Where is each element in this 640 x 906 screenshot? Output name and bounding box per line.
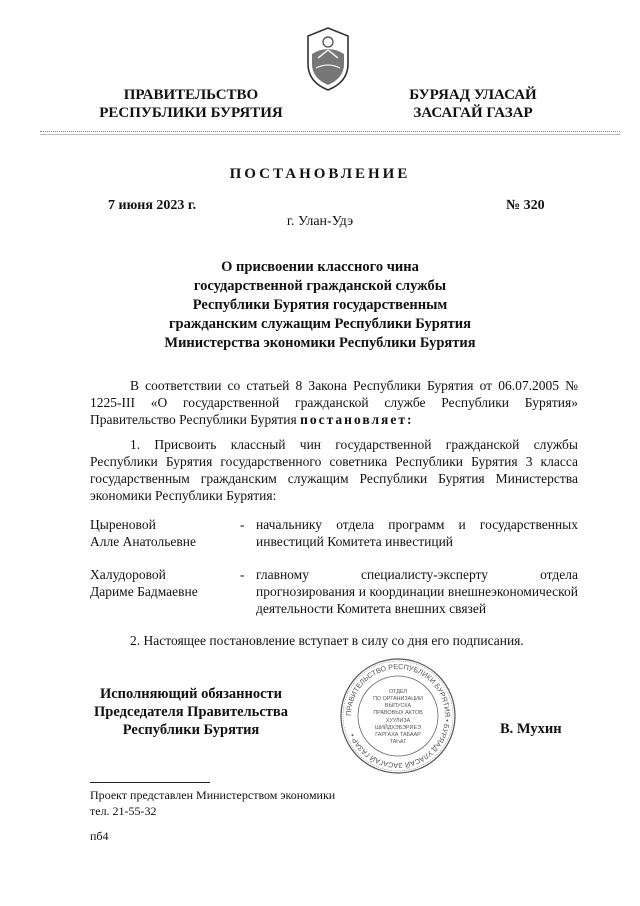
doc-number: № 320 bbox=[506, 198, 545, 213]
title-line: государственной гражданской службы bbox=[193, 278, 447, 294]
org-name-ru-line1: ПРАВИТЕЛЬСТВО bbox=[123, 87, 259, 103]
stamp-line: ПРАВОВЫХ АКТОВ bbox=[373, 710, 423, 716]
official-stamp bbox=[338, 656, 458, 776]
stamp-line: ШИЙДХЭБЭРИЕЭ bbox=[375, 725, 421, 731]
person-1-dash: - bbox=[240, 517, 245, 532]
signatory-line: Председателя Правительства bbox=[94, 704, 288, 720]
person-1-name bbox=[90, 516, 240, 550]
footer-divider bbox=[90, 782, 210, 783]
person-surname: Халудоровой bbox=[90, 567, 166, 582]
person-given-names: Алле Анатольевне bbox=[90, 534, 196, 549]
item-2: 2. Настоящее постановление вступает в силу со дня его подписания. bbox=[130, 633, 524, 648]
doc-date: 7 июня 2023 г. bbox=[108, 198, 197, 213]
signatory-title bbox=[86, 685, 296, 739]
preamble bbox=[90, 377, 578, 428]
preamble-text: В соответствии со статьей 8 Закона Республики Бурятия от 06.07.2005 № 1225-III «О государственной гражданской службе Республики Бурятия» Правительство Республики Бурятия bbox=[90, 378, 578, 427]
org-name-bua-line1: БУРЯАД УЛАСАЙ bbox=[409, 87, 537, 103]
person-1-position: начальнику отдела программ и государственных инвестиций Комитета инвестиций bbox=[256, 517, 578, 549]
doc-title bbox=[100, 258, 540, 353]
coat-of-arms-icon bbox=[300, 24, 356, 94]
stamp-ring-text: ПРАВИТЕЛЬСТВО РЕСПУБЛИКИ БУРЯТИЯ • БУРЯАД УЛАСАЙ ЗАСАГАЙ ГАЗАР • bbox=[343, 661, 453, 771]
person-given-names: Дариме Бадмаевне bbox=[90, 584, 198, 599]
title-line: Республики Бурятия государственным bbox=[192, 297, 448, 313]
signatory-line: Республики Бурятия bbox=[122, 722, 260, 738]
signatory-line: Исполняющий обязанности bbox=[99, 686, 283, 702]
title-line: гражданским служащим Республики Бурятия bbox=[168, 316, 472, 332]
person-surname: Цыреновой bbox=[90, 517, 156, 532]
footer-phone: тел. 21-55-32 bbox=[90, 804, 157, 818]
header-divider bbox=[40, 131, 620, 132]
footer-code: пб4 bbox=[90, 829, 109, 843]
person-2-dash: - bbox=[240, 567, 245, 582]
footer-project: Проект представлен Министерством экономики bbox=[90, 788, 336, 802]
title-line: Министерства экономики Республики Бурятия bbox=[164, 335, 476, 351]
stamp-line: ГАРГАХА ТАБААР bbox=[375, 732, 421, 738]
doc-city: г. Улан-Удэ bbox=[286, 214, 354, 229]
doc-type: ПОСТАНОВЛЕНИЕ bbox=[229, 166, 411, 182]
stamp-line: ВЫПУСКА bbox=[384, 703, 412, 709]
person-2-name bbox=[90, 566, 240, 600]
item-1: 1. Присвоить классный чин государственной гражданской службы Республики Бурятия государственного советника Республики Бурятия 3 класса государственным гражданским служащим Республики Бурятия Министерства экономики Республики Бурятия: bbox=[90, 437, 578, 503]
org-name-bua-line2: ЗАСАГАЙ ГАЗАР bbox=[413, 105, 533, 121]
title-line: О присвоении классного чина bbox=[221, 259, 419, 275]
signatory-name: В. Мухин bbox=[500, 721, 562, 737]
person-2-position: главному специалисту-эксперту отдела прогнозирования и координации внешнеэкономической деятельности Комитета внешних связей bbox=[256, 567, 578, 616]
stamp-line: ПО ОРГАНИЗАЦИИ bbox=[373, 696, 423, 702]
preamble-resolves: постановляет: bbox=[300, 412, 414, 427]
header-divider-2 bbox=[40, 134, 620, 135]
stamp-line: ТАҺАГ bbox=[389, 739, 407, 745]
stamp-line: ХУУЛИЗА bbox=[385, 718, 411, 724]
org-name-ru-line2: РЕСПУБЛИКИ БУРЯТИЯ bbox=[99, 105, 283, 121]
stamp-line: ОТДЕЛ bbox=[388, 689, 408, 695]
